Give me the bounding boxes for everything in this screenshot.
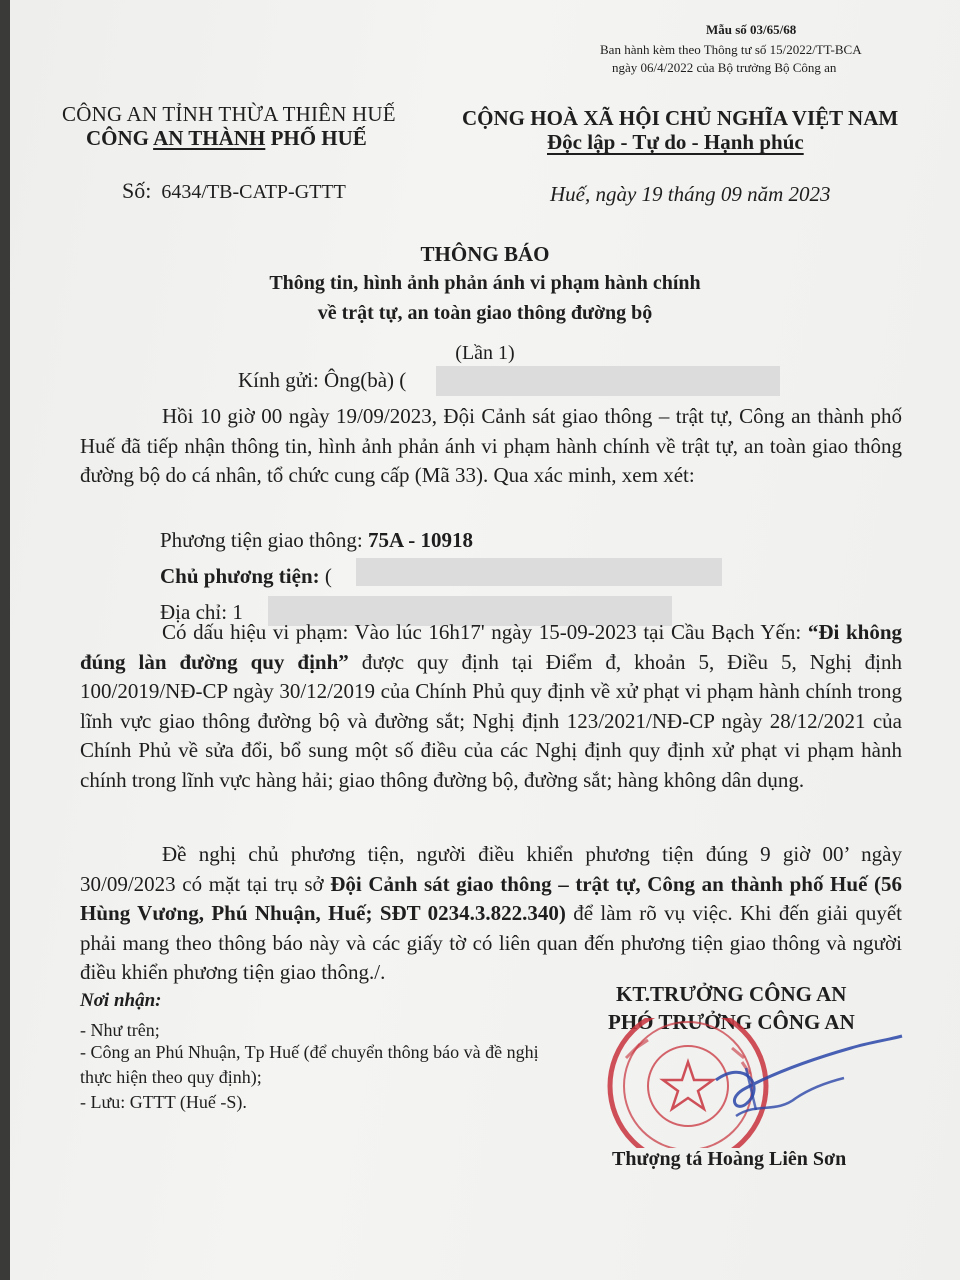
- recipient-label: Kính gửi: Ông(bà): [238, 368, 395, 392]
- seal-stamp-icon: [610, 1018, 766, 1148]
- vehicle-label: Phương tiện giao thông:: [160, 528, 368, 552]
- recipients-item: - Như trên;: [80, 1020, 160, 1040]
- owner-line: [160, 564, 332, 589]
- recipients-heading: Nơi nhận:: [80, 990, 162, 1011]
- address-value: 1: [232, 600, 243, 624]
- violation-lead: Có dấu hiệu vi phạm: Vào lúc 16h17' ngày 15-09-2023 tại Cầu Bạch Yến:: [162, 620, 808, 644]
- summons-lead: Đề nghị chủ phương tiện, người điều khiển phương tiện đúng 9 giờ 00’ ngày 30/09/2023 có mặt tại trụ sở: [80, 842, 902, 896]
- reference-label: Số:: [122, 178, 152, 203]
- nation-title: CỘNG HOÀ XÃ HỘI CHỦ NGHĨA VIỆT NAM: [462, 106, 899, 130]
- body-paragraph-2: [80, 618, 902, 795]
- violation-legal-basis: được quy định tại Điểm đ, khoản 5, Điều 5, Nghị định 100/2019/NĐ-CP ngày 30/12/2019 của Chính Phủ quy định về xử phạt vi phạm hành chính trong lĩnh vực giao thông đường bộ và đường sắt; Nghị định 123/2021/NĐ-CP ngày 28/12/2021 của Chính Phủ về sửa đổi, bổ sung một số điều của các Nghị định quy định xử phạt vi phạm hành chính trong lĩnh vực hàng hải; giao thông đường bộ, đường sắt; hàng không dân dụng.: [80, 649, 903, 792]
- form-issued-line-2: ngày 06/4/2022 của Bộ trưởng Bộ Công an: [612, 60, 837, 75]
- org-name-part: CÔNG: [86, 126, 154, 150]
- document-page: [10, 0, 960, 1280]
- owner-value: (: [324, 564, 332, 588]
- reference-number: [122, 178, 346, 204]
- body-paragraph-3: [80, 840, 902, 988]
- org-parent: CÔNG AN TỈNH THỪA THIÊN HUẾ: [62, 102, 396, 126]
- official-seal-and-signature: [596, 1018, 916, 1148]
- nation-motto: Độc lập - Tự do - Hạnh phúc: [547, 130, 804, 154]
- recipients-item: - Công an Phú Nhuận, Tp Huế (để chuyển thông báo và đề nghị thực hiện theo quy định);: [80, 1042, 539, 1087]
- recipient-value: (: [399, 368, 407, 392]
- body-paragraph-1: Hồi 10 giờ 00 ngày 19/09/2023, Đội Cảnh sát giao thông – trật tự, Công an thành phố Huế đã tiếp nhận thông tin, hình ảnh phản ánh vi phạm hành chính về trật tự, an toàn giao thông đường bộ do cá nhân, tổ chức cung cấp (Mã 33). Qua xác minh, xem xét:: [80, 404, 902, 487]
- org-name-part: PHỐ HUẾ: [265, 126, 367, 150]
- notice-subtitle-2: về trật tự, an toàn giao thông đường bộ: [317, 302, 653, 324]
- signature-title-1: KT.TRƯỞNG CÔNG AN: [616, 982, 847, 1006]
- org-name: [86, 126, 367, 151]
- notice-round: (Lần 1): [455, 342, 515, 364]
- place-date: Huế, ngày 19 tháng 09 năm 2023: [550, 182, 831, 206]
- vehicle-plate: 75A - 10918: [367, 528, 473, 552]
- owner-label: Chủ phương tiện:: [160, 564, 325, 588]
- address-label: Địa chỉ:: [160, 600, 233, 624]
- violation-type: “Đi không đúng làn đường quy định”: [80, 620, 903, 674]
- form-issued-line-1: Ban hành kèm theo Thông tư số 15/2022/TT-BCA: [600, 42, 862, 57]
- notice-subtitle-1: Thông tin, hình ảnh phản ánh vi phạm hành chính: [269, 272, 701, 294]
- signer-name: Thượng tá Hoàng Liên Sơn: [612, 1148, 847, 1170]
- notice-title: THÔNG BÁO: [420, 242, 550, 266]
- recipient-line: [238, 368, 406, 393]
- reference-value: 6434/TB-CATP-GTTT: [161, 181, 346, 203]
- recipients-item: - Lưu: GTTT (Huế -S).: [80, 1092, 247, 1112]
- summons-rest: để làm rõ vụ việc. Khi đến giải quyết phải mang theo thông báo này và các giấy tờ có liên quan đến phương tiện giao thông và người điều khiển phương tiện giao thông./.: [80, 901, 902, 984]
- vehicle-line: [160, 528, 473, 553]
- handwritten-signature-icon: [716, 1036, 902, 1116]
- signature-title-2: PHÓ TRƯỞNG CÔNG AN: [608, 1010, 855, 1034]
- form-number: Mẫu số 03/65/68: [706, 22, 797, 37]
- redaction-bar: [436, 366, 780, 396]
- redaction-bar: [356, 558, 722, 586]
- org-name-underlined: AN THÀNH: [153, 126, 266, 150]
- summons-location: Đội Cảnh sát giao thông – trật tự, Công an thành phố Huế (56 Hùng Vương, Phú Nhuận, Huế; SĐT 0234.3.822.340): [80, 871, 902, 925]
